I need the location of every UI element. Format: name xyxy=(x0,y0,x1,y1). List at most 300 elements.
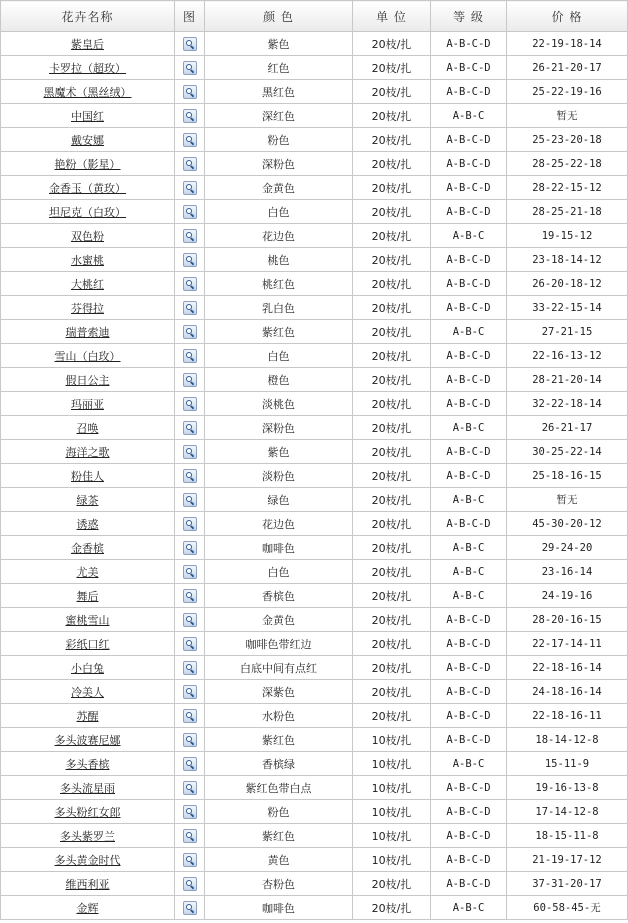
table-row xyxy=(1,32,628,56)
table-row xyxy=(1,200,628,224)
color-cell: 香槟绿 xyxy=(205,752,353,776)
color-cell: 深紫色 xyxy=(205,680,353,704)
price-cell: 24-19-16 xyxy=(507,584,628,608)
color-cell: 红色 xyxy=(205,56,353,80)
unit-cell: 10枝/扎 xyxy=(353,848,431,872)
grade-cell: A-B-C-D xyxy=(431,512,507,536)
price-cell: 26-21-20-17 xyxy=(507,56,628,80)
flower-name-link[interactable]: 多头黄金时代 xyxy=(54,853,121,867)
unit-cell: 20枝/扎 xyxy=(353,272,431,296)
flower-name-link[interactable]: 多头香槟 xyxy=(65,757,110,771)
unit-cell: 20枝/扎 xyxy=(353,536,431,560)
image-cell xyxy=(175,224,205,248)
color-cell: 咖啡色 xyxy=(205,536,353,560)
magnifier-icon[interactable] xyxy=(183,589,197,603)
flower-name-link[interactable]: 黑魔术（黑丝绒） xyxy=(43,85,132,99)
price-cell: 30-25-22-14 xyxy=(507,440,628,464)
grade-cell: A-B-C xyxy=(431,224,507,248)
grade-cell: A-B-C-D xyxy=(431,272,507,296)
image-cell xyxy=(175,800,205,824)
table-row xyxy=(1,248,628,272)
unit-cell: 20枝/扎 xyxy=(353,512,431,536)
flower-name-link[interactable]: 尤美 xyxy=(76,565,99,579)
unit-cell: 10枝/扎 xyxy=(353,752,431,776)
color-cell: 花边色 xyxy=(205,512,353,536)
image-cell xyxy=(175,200,205,224)
table-row xyxy=(1,368,628,392)
unit-cell: 20枝/扎 xyxy=(353,296,431,320)
flower-name-cell xyxy=(1,488,175,512)
unit-cell: 20枝/扎 xyxy=(353,56,431,80)
table-row xyxy=(1,512,628,536)
color-cell: 咖啡色带红边 xyxy=(205,632,353,656)
flower-name-link[interactable]: 粉佳人 xyxy=(71,469,104,483)
price-cell: 28-21-20-14 xyxy=(507,368,628,392)
price-cell: 28-22-15-12 xyxy=(507,176,628,200)
flower-name-cell xyxy=(1,344,175,368)
image-cell xyxy=(175,32,205,56)
flower-name-link[interactable]: 紫皇后 xyxy=(71,37,104,51)
color-cell: 水粉色 xyxy=(205,704,353,728)
magnifier-icon[interactable] xyxy=(183,565,197,579)
flower-name-link[interactable]: 多头流星雨 xyxy=(60,781,115,795)
price-cell: 19-16-13-8 xyxy=(507,776,628,800)
magnifier-icon[interactable] xyxy=(183,757,197,771)
color-cell: 乳白色 xyxy=(205,296,353,320)
header-image: 图 xyxy=(175,1,205,32)
image-cell xyxy=(175,512,205,536)
unit-cell: 20枝/扎 xyxy=(353,320,431,344)
flower-name-cell xyxy=(1,320,175,344)
color-cell: 黄色 xyxy=(205,848,353,872)
unit-cell: 10枝/扎 xyxy=(353,800,431,824)
magnifier-icon[interactable] xyxy=(183,253,197,267)
price-cell: 暂无 xyxy=(507,104,628,128)
image-cell xyxy=(175,368,205,392)
table-row xyxy=(1,680,628,704)
magnifier-icon[interactable] xyxy=(183,517,197,531)
price-cell: 18-14-12-8 xyxy=(507,728,628,752)
image-cell xyxy=(175,704,205,728)
magnifier-icon[interactable] xyxy=(183,661,197,675)
price-cell: 25-23-20-18 xyxy=(507,128,628,152)
grade-cell: A-B-C xyxy=(431,896,507,920)
price-cell: 25-22-19-16 xyxy=(507,80,628,104)
grade-cell: A-B-C-D xyxy=(431,344,507,368)
table-row xyxy=(1,800,628,824)
header-color: 颜 色 xyxy=(205,1,353,32)
price-cell: 37-31-20-17 xyxy=(507,872,628,896)
table-row xyxy=(1,344,628,368)
magnifier-icon[interactable] xyxy=(183,85,197,99)
flower-name-link[interactable]: 苏醒 xyxy=(76,709,99,723)
table-row xyxy=(1,656,628,680)
flower-name-link[interactable]: 多头紫罗兰 xyxy=(60,829,115,843)
table-row xyxy=(1,464,628,488)
flower-name-cell xyxy=(1,536,175,560)
flower-name-link[interactable]: 瑞普索迪 xyxy=(65,325,110,339)
price-cell: 22-18-16-14 xyxy=(507,656,628,680)
flower-name-link[interactable]: 假日公主 xyxy=(65,373,110,387)
price-cell: 15-11-9 xyxy=(507,752,628,776)
price-cell: 45-30-20-12 xyxy=(507,512,628,536)
table-row xyxy=(1,416,628,440)
magnifier-icon[interactable] xyxy=(183,877,197,891)
table-row xyxy=(1,320,628,344)
flower-name-cell xyxy=(1,392,175,416)
magnifier-icon[interactable] xyxy=(183,733,197,747)
color-cell: 深红色 xyxy=(205,104,353,128)
color-cell: 咖啡色 xyxy=(205,896,353,920)
color-cell: 杏粉色 xyxy=(205,872,353,896)
table-row xyxy=(1,104,628,128)
magnifier-icon[interactable] xyxy=(183,349,197,363)
unit-cell: 20枝/扎 xyxy=(353,416,431,440)
color-cell: 白色 xyxy=(205,344,353,368)
color-cell: 深粉色 xyxy=(205,416,353,440)
flower-name-cell xyxy=(1,104,175,128)
grade-cell: A-B-C-D xyxy=(431,392,507,416)
price-cell: 26-20-18-12 xyxy=(507,272,628,296)
image-cell xyxy=(175,56,205,80)
flower-name-cell xyxy=(1,152,175,176)
magnifier-icon[interactable] xyxy=(183,709,197,723)
table-row xyxy=(1,152,628,176)
flower-name-cell xyxy=(1,560,175,584)
unit-cell: 20枝/扎 xyxy=(353,344,431,368)
grade-cell: A-B-C-D xyxy=(431,464,507,488)
magnifier-icon[interactable] xyxy=(183,157,197,171)
price-cell: 17-14-12-8 xyxy=(507,800,628,824)
grade-cell: A-B-C xyxy=(431,536,507,560)
unit-cell: 20枝/扎 xyxy=(353,896,431,920)
magnifier-icon[interactable] xyxy=(183,325,197,339)
magnifier-icon[interactable] xyxy=(183,373,197,387)
image-cell xyxy=(175,272,205,296)
price-cell: 28-20-16-15 xyxy=(507,608,628,632)
unit-cell: 20枝/扎 xyxy=(353,248,431,272)
color-cell: 紫色 xyxy=(205,32,353,56)
unit-cell: 20枝/扎 xyxy=(353,488,431,512)
flower-name-link[interactable]: 小白兔 xyxy=(71,661,104,675)
flower-name-cell xyxy=(1,128,175,152)
table-row xyxy=(1,176,628,200)
flower-name-link[interactable]: 冷美人 xyxy=(71,685,104,699)
color-cell: 黑红色 xyxy=(205,80,353,104)
color-cell: 花边色 xyxy=(205,224,353,248)
magnifier-icon[interactable] xyxy=(183,421,197,435)
magnifier-icon[interactable] xyxy=(183,901,197,915)
flower-name-link[interactable]: 水蜜桃 xyxy=(71,253,104,267)
grade-cell: A-B-C-D xyxy=(431,800,507,824)
unit-cell: 20枝/扎 xyxy=(353,368,431,392)
magnifier-icon[interactable] xyxy=(183,829,197,843)
unit-cell: 10枝/扎 xyxy=(353,728,431,752)
flower-name-cell xyxy=(1,512,175,536)
grade-cell: A-B-C xyxy=(431,320,507,344)
unit-cell: 20枝/扎 xyxy=(353,392,431,416)
flower-name-link[interactable]: 多头粉红女郎 xyxy=(54,805,121,819)
table-row xyxy=(1,536,628,560)
table-row xyxy=(1,776,628,800)
flower-name-link[interactable]: 金辉 xyxy=(76,901,99,915)
table-row xyxy=(1,728,628,752)
flower-name-link[interactable]: 彩纸口红 xyxy=(65,637,110,651)
header-name: 花卉名称 xyxy=(1,1,175,32)
flower-name-cell xyxy=(1,176,175,200)
image-cell xyxy=(175,152,205,176)
grade-cell: A-B-C-D xyxy=(431,776,507,800)
magnifier-icon[interactable] xyxy=(183,541,197,555)
image-cell xyxy=(175,896,205,920)
magnifier-icon[interactable] xyxy=(183,685,197,699)
flower-name-cell xyxy=(1,32,175,56)
grade-cell: A-B-C-D xyxy=(431,728,507,752)
price-cell: 27-21-15 xyxy=(507,320,628,344)
table-row xyxy=(1,632,628,656)
grade-cell: A-B-C xyxy=(431,488,507,512)
flower-name-cell xyxy=(1,584,175,608)
flower-name-link[interactable]: 玛丽亚 xyxy=(71,397,104,411)
color-cell: 紫红色带白点 xyxy=(205,776,353,800)
color-cell: 白底中间有点红 xyxy=(205,656,353,680)
magnifier-icon[interactable] xyxy=(183,637,197,651)
flower-name-link[interactable]: 坦尼克（白玫） xyxy=(49,205,126,219)
flower-name-cell xyxy=(1,848,175,872)
unit-cell: 20枝/扎 xyxy=(353,200,431,224)
grade-cell: A-B-C-D xyxy=(431,200,507,224)
flower-name-cell xyxy=(1,608,175,632)
image-cell xyxy=(175,128,205,152)
flower-name-link[interactable]: 蜜桃雪山 xyxy=(65,613,110,627)
flower-name-link[interactable]: 舞后 xyxy=(76,589,99,603)
magnifier-icon[interactable] xyxy=(183,181,197,195)
color-cell: 金黄色 xyxy=(205,608,353,632)
table-row xyxy=(1,752,628,776)
magnifier-icon[interactable] xyxy=(183,445,197,459)
unit-cell: 20枝/扎 xyxy=(353,632,431,656)
table-row xyxy=(1,224,628,248)
flower-name-cell xyxy=(1,776,175,800)
header-price: 价 格 xyxy=(507,1,628,32)
magnifier-icon[interactable] xyxy=(183,853,197,867)
image-cell xyxy=(175,560,205,584)
flower-name-link[interactable]: 绿茶 xyxy=(76,493,99,507)
grade-cell: A-B-C-D xyxy=(431,824,507,848)
magnifier-icon[interactable] xyxy=(183,493,197,507)
image-cell xyxy=(175,392,205,416)
flower-name-cell xyxy=(1,800,175,824)
grade-cell: A-B-C-D xyxy=(431,680,507,704)
grade-cell: A-B-C xyxy=(431,560,507,584)
table-row xyxy=(1,560,628,584)
flower-name-cell xyxy=(1,440,175,464)
flower-name-cell xyxy=(1,632,175,656)
image-cell xyxy=(175,656,205,680)
table-row xyxy=(1,56,628,80)
image-cell xyxy=(175,824,205,848)
image-cell xyxy=(175,320,205,344)
unit-cell: 20枝/扎 xyxy=(353,872,431,896)
grade-cell: A-B-C-D xyxy=(431,32,507,56)
price-cell: 24-18-16-14 xyxy=(507,680,628,704)
grade-cell: A-B-C-D xyxy=(431,704,507,728)
magnifier-icon[interactable] xyxy=(183,37,197,51)
color-cell: 粉色 xyxy=(205,800,353,824)
unit-cell: 20枝/扎 xyxy=(353,32,431,56)
flower-name-link[interactable]: 诱惑 xyxy=(76,517,99,531)
price-cell: 23-18-14-12 xyxy=(507,248,628,272)
unit-cell: 20枝/扎 xyxy=(353,584,431,608)
unit-cell: 20枝/扎 xyxy=(353,560,431,584)
flower-name-link[interactable]: 卡罗拉（超玫） xyxy=(49,61,126,75)
color-cell: 金黄色 xyxy=(205,176,353,200)
price-cell: 28-25-22-18 xyxy=(507,152,628,176)
unit-cell: 20枝/扎 xyxy=(353,152,431,176)
image-cell xyxy=(175,104,205,128)
magnifier-icon[interactable] xyxy=(183,613,197,627)
image-cell xyxy=(175,584,205,608)
color-cell: 香槟色 xyxy=(205,584,353,608)
flower-name-link[interactable]: 海洋之歌 xyxy=(65,445,110,459)
image-cell xyxy=(175,680,205,704)
price-cell: 33-22-15-14 xyxy=(507,296,628,320)
flower-name-cell xyxy=(1,368,175,392)
image-cell xyxy=(175,872,205,896)
magnifier-icon[interactable] xyxy=(183,133,197,147)
flower-name-cell xyxy=(1,752,175,776)
table-row xyxy=(1,488,628,512)
grade-cell: A-B-C-D xyxy=(431,848,507,872)
flower-name-link[interactable]: 召唤 xyxy=(76,421,99,435)
image-cell xyxy=(175,416,205,440)
flower-name-link[interactable]: 双色粉 xyxy=(71,229,104,243)
price-cell: 暂无 xyxy=(507,488,628,512)
unit-cell: 20枝/扎 xyxy=(353,704,431,728)
flower-name-link[interactable]: 金香玉（黄玫） xyxy=(49,181,126,195)
flower-name-link[interactable]: 大桃红 xyxy=(71,277,104,291)
magnifier-icon[interactable] xyxy=(183,301,197,315)
unit-cell: 20枝/扎 xyxy=(353,680,431,704)
unit-cell: 20枝/扎 xyxy=(353,440,431,464)
image-cell xyxy=(175,440,205,464)
table-row xyxy=(1,128,628,152)
flower-name-cell xyxy=(1,272,175,296)
table-row xyxy=(1,296,628,320)
flower-name-link[interactable]: 多头波赛尼娜 xyxy=(54,733,121,747)
magnifier-icon[interactable] xyxy=(183,781,197,795)
image-cell xyxy=(175,776,205,800)
magnifier-icon[interactable] xyxy=(183,397,197,411)
flower-name-cell xyxy=(1,224,175,248)
flower-name-cell xyxy=(1,656,175,680)
table-row xyxy=(1,80,628,104)
flower-name-cell xyxy=(1,80,175,104)
unit-cell: 20枝/扎 xyxy=(353,128,431,152)
table-row xyxy=(1,608,628,632)
flower-name-link[interactable]: 维西利亚 xyxy=(65,877,110,891)
image-cell xyxy=(175,296,205,320)
unit-cell: 20枝/扎 xyxy=(353,656,431,680)
table-body xyxy=(1,32,628,920)
price-cell: 22-18-16-11 xyxy=(507,704,628,728)
flower-name-link[interactable]: 戴安娜 xyxy=(71,133,104,147)
table-row xyxy=(1,848,628,872)
unit-cell: 20枝/扎 xyxy=(353,224,431,248)
unit-cell: 10枝/扎 xyxy=(353,824,431,848)
magnifier-icon[interactable] xyxy=(183,805,197,819)
price-cell: 29-24-20 xyxy=(507,536,628,560)
grade-cell: A-B-C-D xyxy=(431,296,507,320)
flower-name-cell xyxy=(1,56,175,80)
image-cell xyxy=(175,632,205,656)
color-cell: 紫红色 xyxy=(205,824,353,848)
table-header-row xyxy=(1,1,628,32)
table-row xyxy=(1,704,628,728)
image-cell xyxy=(175,176,205,200)
color-cell: 紫红色 xyxy=(205,728,353,752)
color-cell: 白色 xyxy=(205,200,353,224)
grade-cell: A-B-C-D xyxy=(431,152,507,176)
grade-cell: A-B-C-D xyxy=(431,248,507,272)
flower-name-link[interactable]: 艳粉（影星） xyxy=(54,157,121,171)
flower-name-link[interactable]: 中国红 xyxy=(71,109,104,123)
header-grade: 等 级 xyxy=(431,1,507,32)
flower-name-link[interactable]: 金香槟 xyxy=(71,541,104,555)
price-cell: 28-25-21-18 xyxy=(507,200,628,224)
unit-cell: 20枝/扎 xyxy=(353,464,431,488)
magnifier-icon[interactable] xyxy=(183,469,197,483)
magnifier-icon[interactable] xyxy=(183,205,197,219)
magnifier-icon[interactable] xyxy=(183,109,197,123)
table-row xyxy=(1,272,628,296)
price-cell: 22-17-14-11 xyxy=(507,632,628,656)
price-cell: 25-18-16-15 xyxy=(507,464,628,488)
flower-name-link[interactable]: 雪山（白玫） xyxy=(54,349,121,363)
unit-cell: 10枝/扎 xyxy=(353,776,431,800)
grade-cell: A-B-C-D xyxy=(431,80,507,104)
color-cell: 淡桃色 xyxy=(205,392,353,416)
price-cell: 32-22-18-14 xyxy=(507,392,628,416)
price-cell: 26-21-17 xyxy=(507,416,628,440)
image-cell xyxy=(175,536,205,560)
color-cell: 白色 xyxy=(205,560,353,584)
color-cell: 绿色 xyxy=(205,488,353,512)
grade-cell: A-B-C-D xyxy=(431,176,507,200)
flower-name-link[interactable]: 芬得拉 xyxy=(71,301,104,315)
image-cell xyxy=(175,248,205,272)
flower-name-cell xyxy=(1,728,175,752)
table-row xyxy=(1,392,628,416)
magnifier-icon[interactable] xyxy=(183,277,197,291)
color-cell: 粉色 xyxy=(205,128,353,152)
image-cell xyxy=(175,464,205,488)
table-row xyxy=(1,872,628,896)
table-row xyxy=(1,584,628,608)
magnifier-icon[interactable] xyxy=(183,61,197,75)
image-cell xyxy=(175,728,205,752)
magnifier-icon[interactable] xyxy=(183,229,197,243)
image-cell xyxy=(175,80,205,104)
flower-name-cell xyxy=(1,704,175,728)
image-cell xyxy=(175,488,205,512)
price-cell: 23-16-14 xyxy=(507,560,628,584)
color-cell: 淡粉色 xyxy=(205,464,353,488)
color-cell: 桃红色 xyxy=(205,272,353,296)
image-cell xyxy=(175,848,205,872)
grade-cell: A-B-C-D xyxy=(431,56,507,80)
image-cell xyxy=(175,344,205,368)
